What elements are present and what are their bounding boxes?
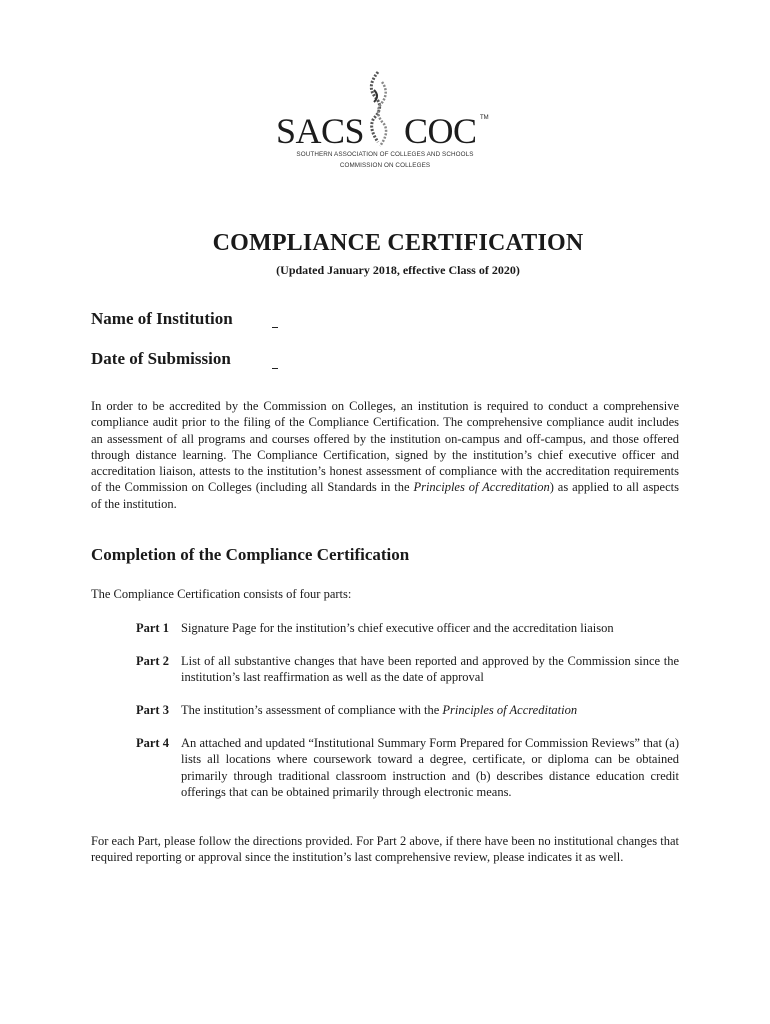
- part-label: Part 1: [136, 621, 169, 635]
- part-item: [136, 735, 679, 800]
- intro-text-after: ) as applied to all aspects of the institution.: [91, 480, 679, 511]
- part-text-italic: Principles of Accreditation: [442, 703, 578, 717]
- part-text: [181, 702, 679, 718]
- part-label: Part 2: [136, 654, 169, 668]
- logo-sacs-text: SACS: [276, 111, 365, 151]
- intro-text-before: In order to be accredited by the Commission on Colleges, an institution is required to conduct a comprehensive compliance audit prior to the filing of the Compliance Certification. The comprehensive compliance audit includes an assessment of all programs and courses offered by the institution on-campus and off-campus, and those offered through distance learning. The Compliance Certification, signed by the institution’s chief executive officer and accreditation liaison, attests to the institution’s honest assessment of compliance with the accreditation requirements of the Commission on Colleges (including all Standards in the: [91, 399, 679, 495]
- part-text: [181, 735, 679, 800]
- intro-paragraph: [91, 398, 679, 512]
- part-text-body: An attached and updated “Institutional Summary Form Prepared for Commission Reviews” that (a) lists all locations where coursework toward a degree, certificate, or diploma can be obtained primarily through traditional classroom instruction and (b) describes distance education credit offerings that can be obtained primarily through electronic means.: [181, 736, 679, 799]
- part-text-body: List of all substantive changes that have been reported and approved by the Commission since the institution’s last reaffirmation as well as the date of approval: [181, 654, 679, 685]
- parts-intro: The Compliance Certification consists of four parts:: [91, 587, 352, 601]
- part-item: [136, 702, 679, 718]
- part-label: Part 3: [136, 703, 169, 717]
- closing-paragraph: For each Part, please follow the directions provided. For Part 2 above, if there have been no institutional changes that required reporting or approval since the institution’s last comprehensive review, please indicates it as well.: [91, 834, 679, 865]
- part-text-body: Signature Page for the institution’s chief executive officer and the accreditation liaison: [181, 621, 614, 635]
- sacscoc-logo: [270, 68, 500, 174]
- institution-name-field[interactable]: [272, 315, 278, 328]
- part-item: [136, 620, 679, 636]
- part-text: [181, 653, 679, 686]
- document-subtitle: (Updated January 2018, effective Class of 2020): [276, 263, 520, 277]
- part-text: [181, 620, 679, 636]
- section-heading: Completion of the Compliance Certification: [91, 545, 410, 564]
- submission-date-label: Date of Submission: [91, 349, 231, 368]
- submission-date-field[interactable]: [272, 356, 278, 369]
- document-title: COMPLIANCE CERTIFICATION: [212, 230, 584, 256]
- intro-text-italic: Principles of Accreditation: [413, 480, 550, 495]
- logo-coc-text: COC: [404, 111, 477, 151]
- part-text-body: The institution’s assessment of compliance with the: [181, 703, 443, 717]
- part-item: [136, 653, 679, 686]
- logo-subtitle-line1: SOUTHERN ASSOCIATION OF COLLEGES AND SCHOOLS: [296, 151, 474, 158]
- logo-trademark: TM: [480, 115, 489, 121]
- part-label: Part 4: [136, 736, 169, 750]
- institution-name-label: Name of Institution: [91, 309, 233, 328]
- logo-subtitle-line2: COMMISSION ON COLLEGES: [339, 162, 431, 169]
